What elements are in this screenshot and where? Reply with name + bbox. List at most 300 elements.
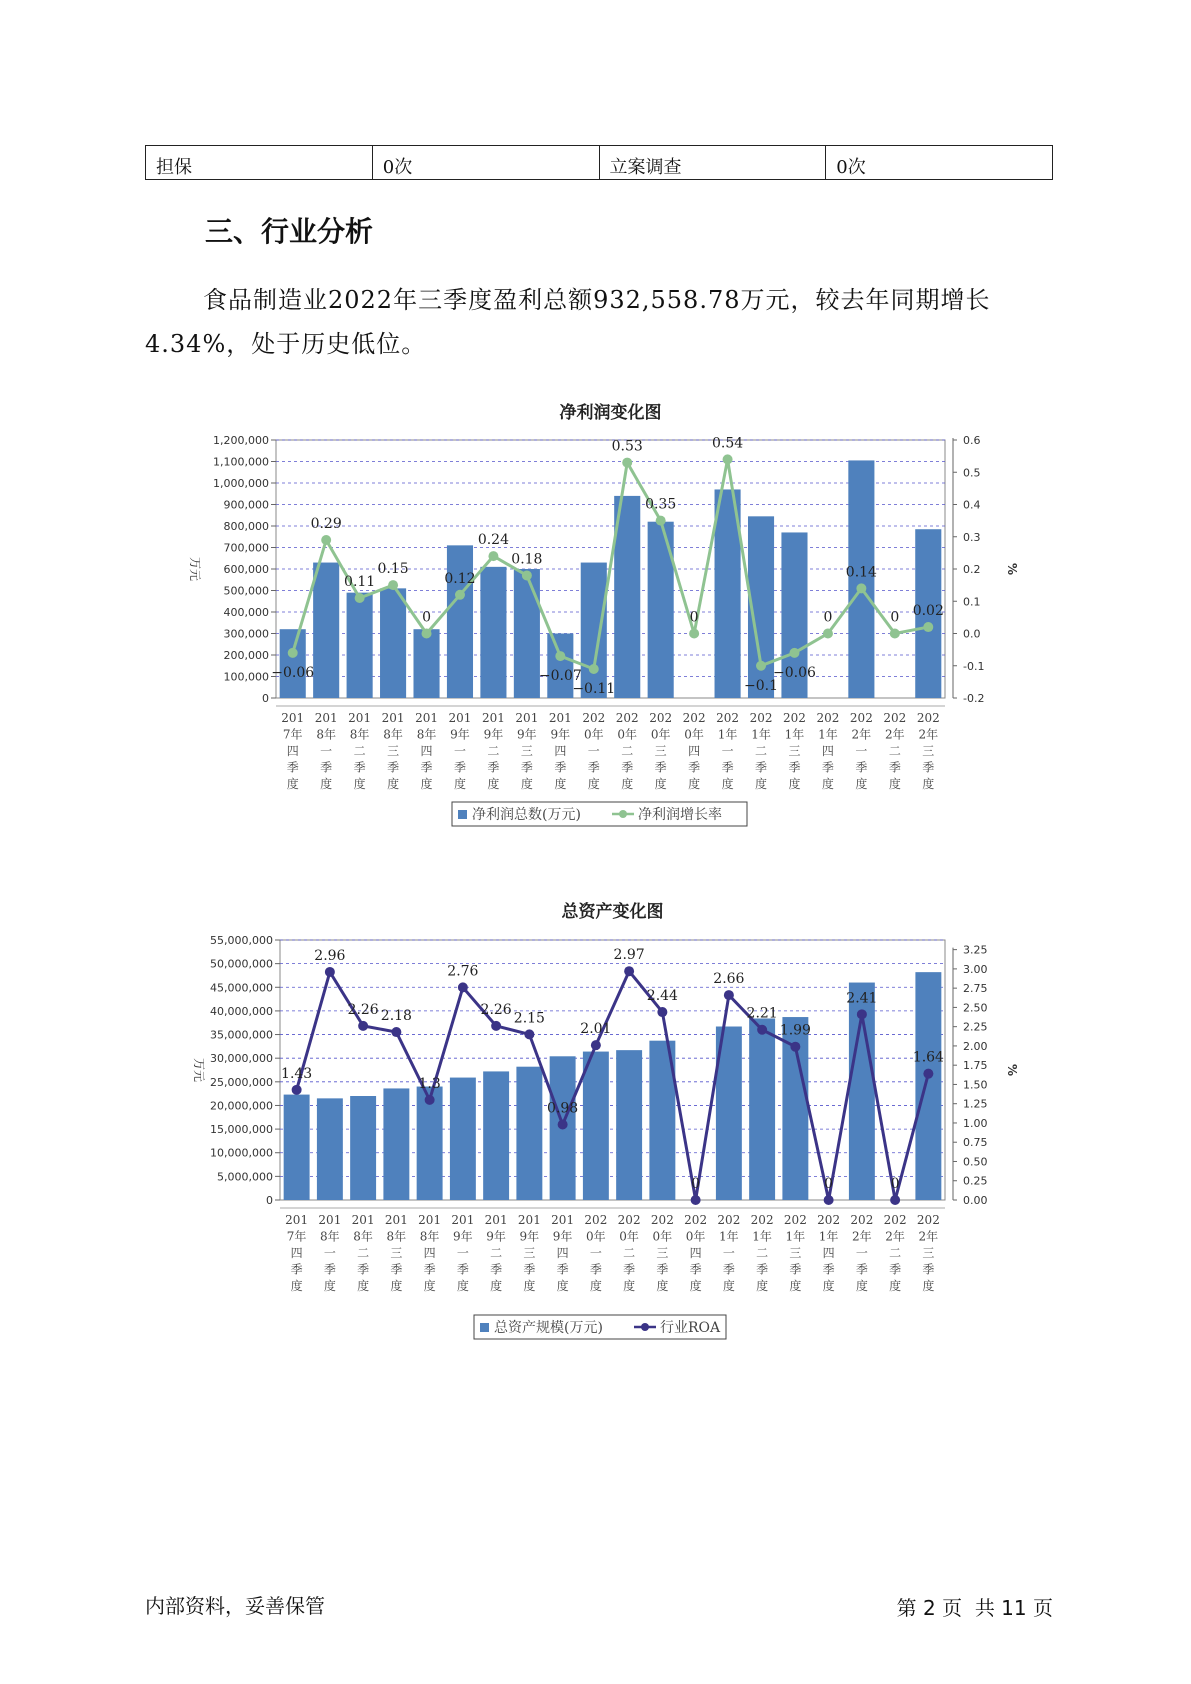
total-assets-xtick-label: 0年 — [652, 1229, 673, 1244]
total-assets-point — [624, 966, 634, 976]
total-assets-xtick-label: 度 — [822, 1279, 835, 1293]
net-profit-data-label: 0.14 — [845, 564, 877, 581]
net-profit-xtick-label: 季 — [587, 760, 600, 775]
total-assets-data-label: 2.01 — [580, 1021, 612, 1038]
net-profit-xtick-label: 0年 — [650, 727, 671, 742]
net-profit-point — [689, 629, 699, 639]
total-assets-xtick-label: 四 — [423, 1246, 436, 1260]
net-profit-data-label: −0.07 — [538, 668, 582, 685]
total-assets-xtick-label: 8年 — [386, 1229, 407, 1244]
net-profit-xtick-label: 201 — [448, 711, 472, 725]
net-profit-xtick-label: 一 — [320, 744, 333, 758]
net-profit-data-label: 0.35 — [645, 496, 677, 513]
total-assets-xtick-label: 2年 — [885, 1229, 905, 1244]
total-assets-xtick-label: 度 — [490, 1279, 503, 1293]
net-profit-xtick-label: 1年 — [784, 727, 805, 742]
net-profit-ylabel: 万元 — [188, 556, 202, 582]
total-assets-point — [491, 1021, 501, 1031]
total-assets-data-label: 2.97 — [613, 947, 645, 964]
total-assets-data-label: 2.26 — [480, 1001, 512, 1018]
total-assets-xtick-label: 1年 — [785, 1229, 806, 1244]
net-profit-point — [923, 622, 933, 632]
total-assets-xtick-label: 度 — [789, 1279, 802, 1293]
net-profit-xtick-label: 9年 — [450, 727, 470, 742]
net-profit-bar — [514, 569, 540, 698]
total-assets-xtick-label: 度 — [357, 1279, 370, 1293]
net-profit-point — [723, 454, 733, 464]
net-profit-data-label: −0.06 — [773, 664, 816, 681]
total-assets-xtick-label: 度 — [722, 1279, 735, 1293]
total-assets-xtick-label: 202 — [617, 1213, 641, 1227]
total-assets-xtick-label: 8年 — [320, 1229, 340, 1244]
total-assets-xtick-label: 8年 — [419, 1229, 440, 1244]
total-assets-y2tick-label: 1.00 — [963, 1116, 988, 1130]
net-profit-xtick-label: 度 — [788, 777, 801, 791]
net-profit-legend-bar-label: 净利润总数(万元) — [472, 807, 581, 823]
total-assets-xtick-label: 季 — [889, 1262, 902, 1277]
net-profit-ytick-label: 1,000,000 — [213, 477, 269, 490]
net-profit-xtick-label: 季 — [520, 760, 533, 775]
total-assets-xtick-label: 度 — [323, 1279, 336, 1293]
total-assets-data-label: 0 — [691, 1176, 701, 1192]
total-assets-xtick-label: 季 — [556, 1262, 569, 1277]
total-assets-xtick-label: 度 — [922, 1279, 935, 1293]
net-profit-ytick-label: 100,000 — [223, 670, 269, 684]
info-table — [145, 145, 1053, 180]
net-profit-xtick-label: 二 — [621, 744, 634, 758]
net-profit-xtick-label: 度 — [688, 777, 701, 791]
total-assets-xtick-label: 202 — [817, 1213, 841, 1227]
total-assets-data-label: 1.64 — [912, 1049, 944, 1066]
total-assets-ylabel: 万元 — [192, 1057, 206, 1083]
total-assets-xtick-label: 9年 — [486, 1229, 506, 1244]
total-assets-xtick-label: 度 — [290, 1279, 303, 1293]
total-assets-ytick-label: 35,000,000 — [210, 1028, 273, 1042]
total-assets-point — [458, 982, 468, 992]
total-assets-legend-bar-swatch — [480, 1323, 489, 1332]
net-profit-point — [856, 583, 866, 593]
total-assets-xtick-label: 2年 — [852, 1229, 872, 1244]
net-profit-bar — [581, 563, 607, 698]
total-assets-chart-svg — [0, 890, 1191, 1350]
total-assets-y2tick-label: 0.75 — [963, 1136, 988, 1150]
net-profit-data-label: 0.53 — [611, 438, 643, 455]
net-profit-xtick-label: 9年 — [483, 727, 504, 742]
net-profit-legend-line-dot — [619, 810, 627, 818]
total-assets-y2tick-label: 1.25 — [963, 1097, 988, 1111]
net-profit-xtick-label: 202 — [849, 711, 873, 725]
net-profit-xtick-label: 季 — [654, 760, 667, 775]
net-profit-xtick-label: 0年 — [617, 727, 638, 742]
net-profit-xtick-label: 三 — [922, 744, 935, 758]
analysis-paragraph: 食品制造业2022年三季度盈利总额932,558.78万元，较去年同期增长4.34%，处于历史低位。 — [145, 286, 991, 358]
net-profit-y2tick-label: 0.4 — [963, 498, 981, 512]
net-profit-xtick-label: 四 — [286, 744, 299, 758]
net-profit-y2tick-label: 0.5 — [963, 466, 981, 480]
total-assets-xtick-label: 季 — [689, 1262, 702, 1277]
net-profit-y2tick-label: 0.0 — [963, 627, 981, 641]
total-assets-xtick-label: 度 — [556, 1279, 569, 1293]
net-profit-bar — [313, 563, 339, 698]
net-profit-xtick-label: 三 — [788, 744, 801, 758]
total-assets-xtick-label: 二 — [889, 1246, 902, 1260]
total-assets-xtick-label: 二 — [357, 1246, 370, 1260]
net-profit-xtick-label: 202 — [816, 711, 840, 725]
total-assets-point — [558, 1120, 568, 1130]
total-assets-xtick-label: 201 — [351, 1213, 375, 1227]
total-assets-data-label: 2.41 — [846, 990, 878, 1007]
net-profit-point — [589, 664, 599, 674]
total-assets-bar — [383, 1088, 409, 1200]
total-assets-y2label: % — [1005, 1063, 1019, 1077]
net-profit-xtick-label: 0年 — [684, 727, 704, 742]
total-assets-xtick-label: 202 — [850, 1213, 874, 1227]
net-profit-xtick-label: 9年 — [517, 727, 537, 742]
net-profit-xtick-label: 8年 — [349, 727, 370, 742]
net-profit-point — [488, 551, 498, 561]
net-profit-xtick-label: 二 — [487, 744, 500, 758]
total-assets-ytick-label: 50,000,000 — [210, 957, 273, 971]
net-profit-xtick-label: 季 — [855, 760, 868, 775]
total-assets-bar — [350, 1096, 376, 1200]
net-profit-data-label: −0.06 — [271, 664, 315, 681]
total-assets-y2tick-label: 3.25 — [963, 943, 988, 957]
net-profit-xtick-label: 季 — [420, 760, 433, 775]
net-profit-point — [656, 516, 666, 526]
total-assets-xtick-label: 202 — [584, 1213, 608, 1227]
total-assets-point — [358, 1021, 368, 1031]
total-assets-xtick-label: 二 — [623, 1246, 636, 1260]
total-assets-xtick-label: 0年 — [586, 1229, 606, 1244]
net-profit-data-label: 0 — [823, 609, 833, 626]
net-profit-xtick-label: 202 — [582, 711, 606, 725]
total-assets-xtick-label: 季 — [290, 1262, 303, 1277]
total-assets-xtick-label: 一 — [855, 1246, 868, 1260]
net-profit-point — [455, 590, 465, 600]
total-assets-xtick-label: 二 — [756, 1246, 769, 1260]
total-assets-point — [790, 1042, 800, 1052]
net-profit-xtick-label: 季 — [621, 760, 634, 775]
total-assets-ytick-label: 40,000,000 — [210, 1004, 273, 1018]
net-profit-xtick-label: 度 — [755, 777, 768, 791]
total-assets-point — [591, 1040, 601, 1050]
net-profit-xtick-label: 201 — [515, 711, 539, 725]
total-assets-bar — [317, 1098, 343, 1200]
net-profit-xtick-label: 度 — [420, 777, 433, 791]
net-profit-xtick-label: 二 — [755, 744, 768, 758]
net-profit-xtick-label: 度 — [520, 777, 533, 791]
table-row — [146, 146, 1053, 180]
net-profit-xtick-label: 201 — [415, 711, 438, 725]
total-assets-data-label: 0 — [890, 1176, 900, 1192]
total-assets-xtick-label: 季 — [490, 1262, 503, 1277]
net-profit-xtick-label: 季 — [821, 760, 834, 775]
total-assets-xtick-label: 一 — [456, 1246, 469, 1260]
net-profit-xtick-label: 一 — [721, 744, 734, 758]
total-assets-point — [391, 1027, 401, 1037]
total-assets-bar — [516, 1067, 542, 1200]
total-assets-y2tick-label: 2.75 — [963, 982, 988, 996]
total-assets-bar — [616, 1050, 642, 1200]
total-assets-legend-bar-label: 总资产规模(万元) — [494, 1320, 603, 1336]
net-profit-bar — [480, 567, 506, 698]
net-profit-y2tick-label: 0.1 — [963, 595, 981, 609]
net-profit-data-label: 0.24 — [477, 532, 510, 549]
net-profit-xtick-label: 9年 — [550, 727, 571, 742]
net-profit-data-label: 0.54 — [711, 435, 744, 452]
total-assets-xtick-label: 度 — [523, 1279, 536, 1293]
total-assets-xtick-label: 三 — [656, 1246, 669, 1260]
total-assets-point — [890, 1195, 900, 1205]
total-assets-xtick-label: 201 — [318, 1213, 342, 1227]
net-profit-xtick-label: 201 — [481, 711, 505, 725]
net-profit-y2tick-label: 0.2 — [963, 563, 981, 576]
net-profit-legend-line-label: 净利润增长率 — [638, 807, 722, 823]
net-profit-xtick-label: 度 — [855, 777, 868, 791]
total-assets-xtick-label: 季 — [423, 1262, 436, 1277]
net-profit-xtick-label: 201 — [281, 711, 305, 725]
net-profit-chart-svg — [0, 390, 1191, 850]
net-profit-data-label: 0.02 — [912, 603, 944, 620]
total-assets-xtick-label: 季 — [357, 1262, 370, 1277]
total-assets-xtick-label: 季 — [855, 1262, 868, 1277]
net-profit-xtick-label: 度 — [621, 777, 634, 791]
total-assets-data-label: 1.3 — [418, 1075, 441, 1092]
total-assets-xtick-label: 四 — [822, 1246, 835, 1260]
net-profit-ytick-label: 1,200,000 — [213, 434, 269, 447]
net-profit-xtick-label: 一 — [587, 744, 600, 758]
net-profit-xtick-label: 一 — [855, 744, 868, 758]
net-profit-legend-bar-swatch — [458, 810, 467, 819]
net-profit-bar — [547, 634, 573, 699]
net-profit-xtick-label: 2年 — [851, 727, 872, 742]
total-assets-xtick-label: 1年 — [752, 1229, 772, 1244]
net-profit-point — [288, 648, 298, 658]
net-profit-xtick-label: 度 — [587, 777, 600, 791]
total-assets-data-label: 2.76 — [447, 963, 479, 980]
net-profit-data-label: 0.11 — [344, 574, 376, 591]
total-assets-xtick-label: 9年 — [552, 1229, 573, 1244]
net-profit-bar — [280, 629, 306, 698]
net-profit-xtick-label: 1年 — [751, 727, 771, 742]
total-assets-data-label: 1.43 — [281, 1065, 313, 1082]
net-profit-chart — [0, 390, 1191, 850]
net-profit-title: 净利润变化图 — [559, 403, 662, 423]
net-profit-xtick-label: 201 — [314, 711, 338, 725]
net-profit-xtick-label: 季 — [320, 760, 333, 775]
total-assets-xtick-label: 202 — [916, 1213, 940, 1227]
net-profit-xtick-label: 季 — [353, 760, 366, 775]
total-assets-data-label: 2.26 — [347, 1001, 379, 1018]
net-profit-point — [388, 580, 398, 590]
total-assets-bar — [915, 972, 941, 1200]
net-profit-xtick-label: 季 — [554, 760, 567, 775]
net-profit-point — [622, 458, 632, 468]
total-assets-xtick-label: 三 — [523, 1246, 536, 1260]
total-assets-point — [524, 1029, 534, 1039]
section-heading: 三、行业分析 — [205, 215, 374, 248]
total-assets-xtick-label: 度 — [656, 1279, 669, 1293]
total-assets-ytick-label: 15,000,000 — [210, 1123, 273, 1137]
net-profit-xtick-label: 度 — [387, 777, 400, 791]
total-assets-xtick-label: 度 — [589, 1279, 602, 1293]
total-assets-xtick-label: 202 — [650, 1213, 674, 1227]
net-profit-point — [823, 629, 833, 639]
total-assets-point — [425, 1095, 435, 1105]
total-assets-ytick-label: 45,000,000 — [210, 981, 273, 995]
total-assets-data-label: 2.18 — [380, 1008, 412, 1025]
total-assets-bar — [749, 1018, 775, 1200]
total-assets-xtick-label: 2年 — [918, 1229, 939, 1244]
total-assets-xtick-label: 度 — [456, 1279, 469, 1293]
net-profit-y2tick-label: -0.2 — [963, 692, 985, 705]
total-assets-xtick-label: 季 — [390, 1262, 403, 1277]
total-assets-xtick-label: 度 — [889, 1279, 902, 1293]
net-profit-xtick-label: 202 — [682, 711, 706, 725]
total-assets-xtick-label: 三 — [390, 1246, 403, 1260]
total-assets-xtick-label: 季 — [722, 1262, 735, 1277]
net-profit-data-label: 0.18 — [511, 551, 543, 568]
total-assets-data-label: 0 — [824, 1176, 834, 1192]
total-assets-point — [757, 1025, 767, 1035]
total-assets-y2tick-label: 2.25 — [963, 1020, 988, 1034]
total-assets-xtick-label: 7年 — [286, 1229, 307, 1244]
net-profit-point — [789, 648, 799, 658]
net-profit-xtick-label: 季 — [755, 760, 768, 775]
total-assets-data-label: 1.99 — [779, 1022, 811, 1039]
net-profit-xtick-label: 202 — [916, 711, 940, 725]
net-profit-data-label: 0 — [422, 609, 431, 626]
total-assets-plot-area — [280, 940, 945, 1200]
total-assets-xtick-label: 季 — [789, 1262, 802, 1277]
total-assets-xtick-label: 季 — [656, 1262, 669, 1277]
total-assets-legend-line-dot — [641, 1323, 649, 1331]
net-profit-xtick-label: 季 — [788, 760, 801, 775]
total-assets-data-label: 0.98 — [547, 1100, 579, 1117]
total-assets-y2tick-label: 3.00 — [963, 962, 988, 976]
net-profit-xtick-label: 8年 — [316, 727, 336, 742]
net-profit-point — [522, 570, 532, 580]
net-profit-xtick-label: 三 — [387, 744, 400, 758]
net-profit-data-label: 0 — [689, 609, 699, 626]
net-profit-xtick-label: 四 — [821, 744, 834, 758]
total-assets-xtick-label: 9年 — [453, 1229, 473, 1244]
table-cell-investigation-label: 立案调查 — [599, 146, 826, 180]
total-assets-chart — [0, 890, 1191, 1350]
net-profit-bar — [413, 629, 439, 698]
net-profit-xtick-label: 四 — [688, 744, 701, 758]
net-profit-ytick-label: 300,000 — [223, 627, 269, 641]
total-assets-y2tick-label: 0.50 — [963, 1155, 988, 1169]
net-profit-point — [756, 661, 766, 671]
net-profit-xtick-label: 202 — [716, 711, 740, 725]
total-assets-xtick-label: 季 — [589, 1262, 602, 1277]
net-profit-xtick-label: 度 — [286, 777, 299, 791]
total-assets-xtick-label: 季 — [623, 1262, 636, 1277]
net-profit-xtick-label: 季 — [286, 760, 299, 775]
net-profit-ytick-label: 600,000 — [223, 563, 269, 576]
net-profit-xtick-label: 2年 — [918, 727, 939, 742]
total-assets-xtick-label: 201 — [384, 1213, 408, 1227]
net-profit-ytick-label: 500,000 — [223, 584, 269, 598]
total-assets-xtick-label: 202 — [750, 1213, 774, 1227]
net-profit-xtick-label: 四 — [554, 744, 567, 758]
net-profit-xtick-label: 2年 — [885, 727, 905, 742]
footer-page-number: 第 2 页 共 11 页 — [896, 1596, 1053, 1620]
total-assets-xtick-label: 201 — [484, 1213, 508, 1227]
table-cell-investigation-value: 0次 — [826, 146, 1053, 180]
total-assets-xtick-label: 三 — [789, 1246, 802, 1260]
net-profit-xtick-label: 季 — [888, 760, 901, 775]
net-profit-xtick-label: 度 — [888, 777, 901, 791]
total-assets-xtick-label: 四 — [556, 1246, 569, 1260]
total-assets-xtick-label: 度 — [689, 1279, 702, 1293]
net-profit-xtick-label: 季 — [688, 760, 701, 775]
net-profit-xtick-label: 度 — [654, 777, 667, 791]
net-profit-ytick-label: 400,000 — [223, 606, 269, 619]
total-assets-xtick-label: 1年 — [818, 1229, 839, 1244]
net-profit-data-label: −0.11 — [572, 680, 616, 697]
total-assets-xtick-label: 度 — [390, 1279, 403, 1293]
total-assets-xtick-label: 202 — [684, 1213, 708, 1227]
total-assets-xtick-label: 一 — [323, 1246, 336, 1260]
total-assets-point — [292, 1085, 302, 1095]
net-profit-bar — [447, 545, 473, 698]
total-assets-xtick-label: 度 — [423, 1279, 436, 1293]
total-assets-xtick-label: 1年 — [719, 1229, 739, 1244]
total-assets-data-label: 2.15 — [513, 1010, 545, 1027]
total-assets-legend-line-label: 行业ROA — [660, 1320, 721, 1336]
net-profit-xtick-label: 四 — [420, 744, 433, 758]
total-assets-data-label: 2.44 — [646, 988, 678, 1005]
net-profit-point — [422, 629, 432, 639]
total-assets-ytick-label: 55,000,000 — [210, 934, 273, 947]
net-profit-xtick-label: 8年 — [416, 727, 437, 742]
total-assets-xtick-label: 9年 — [519, 1229, 540, 1244]
total-assets-ytick-label: 20,000,000 — [210, 1099, 273, 1113]
net-profit-xtick-label: 三 — [654, 744, 667, 758]
total-assets-xtick-label: 度 — [855, 1279, 868, 1293]
total-assets-y2tick-label: 2.50 — [963, 1001, 988, 1015]
total-assets-xtick-label: 度 — [756, 1279, 769, 1293]
total-assets-bar — [284, 1095, 310, 1200]
total-assets-xtick-label: 一 — [589, 1246, 602, 1260]
table-cell-guarantee-value: 0次 — [372, 146, 599, 180]
total-assets-xtick-label: 8年 — [353, 1229, 373, 1244]
net-profit-xtick-label: 8年 — [383, 727, 403, 742]
total-assets-xtick-label: 季 — [756, 1262, 769, 1277]
net-profit-ytick-label: 1,100,000 — [213, 455, 269, 469]
net-profit-xtick-label: 0年 — [583, 727, 604, 742]
net-profit-xtick-label: 7年 — [282, 727, 303, 742]
total-assets-ytick-label: 25,000,000 — [210, 1075, 273, 1089]
net-profit-y2label: % — [1005, 562, 1019, 576]
total-assets-xtick-label: 季 — [323, 1262, 336, 1277]
total-assets-data-label: 2.66 — [713, 971, 745, 988]
net-profit-y2tick-label: 0.3 — [963, 530, 981, 544]
total-assets-xtick-label: 季 — [456, 1262, 469, 1277]
total-assets-point — [657, 1007, 667, 1017]
net-profit-xtick-label: 201 — [348, 711, 372, 725]
footer-confidential-note: 内部资料，妥善保管 — [145, 1594, 325, 1618]
total-assets-point — [824, 1195, 834, 1205]
net-profit-xtick-label: 季 — [387, 760, 400, 775]
net-profit-xtick-label: 202 — [883, 711, 907, 725]
net-profit-xtick-label: 度 — [453, 777, 466, 791]
total-assets-y2tick-label: 1.75 — [963, 1059, 988, 1073]
total-assets-xtick-label: 四 — [689, 1246, 702, 1260]
net-profit-xtick-label: 度 — [353, 777, 366, 791]
